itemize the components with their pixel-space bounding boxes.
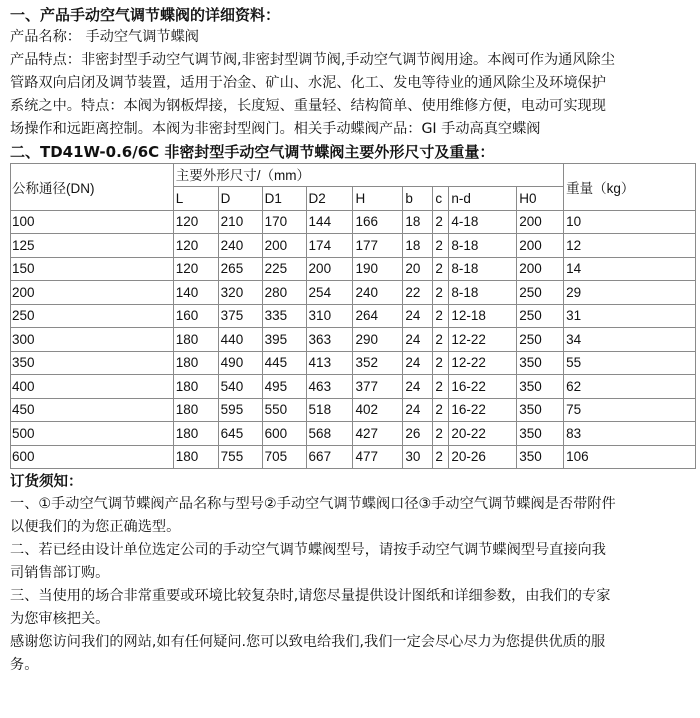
dimensions-table	[10, 163, 696, 469]
table-cell: 75	[564, 398, 696, 422]
table-cell: 8-18	[449, 234, 517, 258]
table-cell: 180	[173, 375, 218, 399]
table-cell: 240	[353, 281, 403, 305]
table-row	[11, 257, 696, 281]
table-cell: 20	[403, 257, 433, 281]
table-cell: 518	[306, 398, 353, 422]
subheader-cell: c	[433, 187, 449, 211]
dn-cell: 125	[11, 234, 174, 258]
table-cell: 550	[262, 398, 306, 422]
ordering-item-1: 一、①手动空气调节蝶阀产品名称与型号②手动空气调节蝶阀口径③手动空气调节蝶阀是否带附件以便我们的为您正确选型。	[10, 496, 616, 535]
table-cell: 2	[433, 422, 449, 446]
table-cell: 250	[517, 328, 564, 352]
table-cell: 495	[262, 375, 306, 399]
table-cell: 200	[306, 257, 353, 281]
subheader-cell: L	[173, 187, 218, 211]
table-cell: 413	[306, 351, 353, 375]
table-cell: 320	[218, 281, 262, 305]
table-cell: 120	[173, 234, 218, 258]
table-cell: 200	[517, 234, 564, 258]
table-cell: 29	[564, 281, 696, 305]
table-cell: 210	[218, 210, 262, 234]
table-cell: 12	[564, 234, 696, 258]
table-cell: 62	[564, 375, 696, 399]
table-cell: 377	[353, 375, 403, 399]
table-cell: 350	[517, 445, 564, 469]
table-cell: 180	[173, 328, 218, 352]
subheader-cell: H	[353, 187, 403, 211]
table-cell: 160	[173, 304, 218, 328]
table-cell: 180	[173, 445, 218, 469]
table-cell: 350	[517, 398, 564, 422]
table-cell: 140	[173, 281, 218, 305]
ordering-item-3: 三、当使用的场合非常重要或环境比较复杂时,请您尽量提供设计图纸和详细参数，由我们的专家为您审核把关。	[10, 588, 611, 627]
table-row	[11, 234, 696, 258]
table-cell: 2	[433, 328, 449, 352]
table-row	[11, 328, 696, 352]
table-cell: 645	[218, 422, 262, 446]
table-cell: 352	[353, 351, 403, 375]
table-cell: 190	[353, 257, 403, 281]
table-cell: 34	[564, 328, 696, 352]
table-row	[11, 398, 696, 422]
table-cell: 445	[262, 351, 306, 375]
dn-cell: 150	[11, 257, 174, 281]
table-cell: 55	[564, 351, 696, 375]
table-cell: 2	[433, 257, 449, 281]
table-cell: 120	[173, 257, 218, 281]
table-cell: 31	[564, 304, 696, 328]
table-cell: 2	[433, 398, 449, 422]
subheader-cell: H0	[517, 187, 564, 211]
table-cell: 225	[262, 257, 306, 281]
table-cell: 4-18	[449, 210, 517, 234]
table-cell: 2	[433, 351, 449, 375]
table-cell: 705	[262, 445, 306, 469]
table-cell: 350	[517, 422, 564, 446]
table-cell: 14	[564, 257, 696, 281]
table-cell: 24	[403, 375, 433, 399]
table-cell: 200	[262, 234, 306, 258]
table-cell: 180	[173, 351, 218, 375]
table-cell: 24	[403, 351, 433, 375]
header-weight: 重量（kg）	[564, 164, 696, 211]
table-cell: 265	[218, 257, 262, 281]
table-cell: 177	[353, 234, 403, 258]
table-cell: 30	[403, 445, 433, 469]
table-cell: 120	[173, 210, 218, 234]
table-cell: 24	[403, 328, 433, 352]
dn-cell: 600	[11, 445, 174, 469]
table-cell: 2	[433, 234, 449, 258]
header-dimensions: 主要外形尺寸/（mm）	[173, 164, 563, 187]
table-cell: 600	[262, 422, 306, 446]
table-cell: 335	[262, 304, 306, 328]
dn-cell: 200	[11, 281, 174, 305]
dn-cell: 450	[11, 398, 174, 422]
section1-heading: 一、产品手动空气调节蝶阀的详细资料：	[10, 6, 281, 24]
ordering-title: 订货须知：	[10, 474, 83, 490]
thanks-paragraph: 感谢您访问我们的网站,如有任何疑问.您可以致电给我们,我们一定会尽心尽力为您提供优质的服务。	[10, 634, 606, 673]
table-cell: 2	[433, 445, 449, 469]
table-header-row	[11, 164, 696, 187]
product-features-paragraph: 产品特点：非密封型手动空气调节阀,非密封型调节阀,手动空气调节阀用途。本阀可作为通风除尘管路双向启闭及调节装置，适用于冶金、矿山、水泥、化工、发电等待业的通风除尘及环境保护系统之中。特点：本阀为钢板焊接，长度短、重量轻、结构简单、使用维修方便，电动可实现现场操作和远距离控制。本阀为非密封型阀门。相关手动蝶阀产品：GI 手动高真空蝶阀	[10, 52, 615, 137]
table-cell: 427	[353, 422, 403, 446]
subheader-cell: D1	[262, 187, 306, 211]
table-cell: 83	[564, 422, 696, 446]
table-cell: 18	[403, 234, 433, 258]
table-cell: 180	[173, 422, 218, 446]
table-cell: 24	[403, 398, 433, 422]
table-cell: 290	[353, 328, 403, 352]
dn-cell: 500	[11, 422, 174, 446]
table-cell: 2	[433, 375, 449, 399]
table-cell: 350	[517, 351, 564, 375]
section2-heading: 二、TD41W-0.6/6C 非密封型手动空气调节蝶阀主要外形尺寸及重量：	[10, 143, 495, 161]
table-cell: 568	[306, 422, 353, 446]
header-dn: 公称通径(DN)	[11, 164, 174, 211]
table-cell: 250	[517, 281, 564, 305]
table-cell: 174	[306, 234, 353, 258]
table-cell: 463	[306, 375, 353, 399]
table-cell: 490	[218, 351, 262, 375]
table-cell: 12-22	[449, 328, 517, 352]
subheader-cell: D	[218, 187, 262, 211]
table-cell: 595	[218, 398, 262, 422]
ordering-item-2: 二、若已经由设计单位选定公司的手动空气调节蝶阀型号，请按手动空气调节蝶阀型号直接向我司销售部订购。	[10, 542, 606, 581]
dn-cell: 250	[11, 304, 174, 328]
table-cell: 20-22	[449, 422, 517, 446]
table-row	[11, 375, 696, 399]
table-cell: 240	[218, 234, 262, 258]
table-cell: 2	[433, 210, 449, 234]
table-cell: 375	[218, 304, 262, 328]
table-cell: 310	[306, 304, 353, 328]
table-cell: 477	[353, 445, 403, 469]
table-cell: 20-26	[449, 445, 517, 469]
table-cell: 26	[403, 422, 433, 446]
table-cell: 18	[403, 210, 433, 234]
table-cell: 8-18	[449, 257, 517, 281]
table-cell: 200	[517, 257, 564, 281]
table-row	[11, 351, 696, 375]
subheader-cell: n-d	[449, 187, 517, 211]
table-cell: 540	[218, 375, 262, 399]
table-cell: 755	[218, 445, 262, 469]
table-cell: 144	[306, 210, 353, 234]
table-cell: 12-18	[449, 304, 517, 328]
table-cell: 16-22	[449, 398, 517, 422]
table-cell: 2	[433, 304, 449, 328]
table-cell: 166	[353, 210, 403, 234]
table-cell: 24	[403, 304, 433, 328]
table-row	[11, 445, 696, 469]
table-row	[11, 304, 696, 328]
table-row	[11, 210, 696, 234]
table-cell: 264	[353, 304, 403, 328]
table-cell: 106	[564, 445, 696, 469]
table-cell: 350	[517, 375, 564, 399]
table-cell: 667	[306, 445, 353, 469]
table-row	[11, 281, 696, 305]
dn-cell: 400	[11, 375, 174, 399]
table-cell: 22	[403, 281, 433, 305]
table-cell: 280	[262, 281, 306, 305]
dn-cell: 350	[11, 351, 174, 375]
table-cell: 402	[353, 398, 403, 422]
dn-cell: 100	[11, 210, 174, 234]
product-name-line: 产品名称： 手动空气调节蝶阀	[10, 29, 199, 45]
table-cell: 200	[517, 210, 564, 234]
table-cell: 254	[306, 281, 353, 305]
table-cell: 12-22	[449, 351, 517, 375]
table-cell: 8-18	[449, 281, 517, 305]
table-cell: 16-22	[449, 375, 517, 399]
table-cell: 395	[262, 328, 306, 352]
table-cell: 170	[262, 210, 306, 234]
table-cell: 2	[433, 281, 449, 305]
table-cell: 180	[173, 398, 218, 422]
subheader-cell: b	[403, 187, 433, 211]
table-cell: 440	[218, 328, 262, 352]
table-cell: 250	[517, 304, 564, 328]
subheader-cell: D2	[306, 187, 353, 211]
dn-cell: 300	[11, 328, 174, 352]
table-cell: 10	[564, 210, 696, 234]
table-cell: 363	[306, 328, 353, 352]
table-row	[11, 422, 696, 446]
